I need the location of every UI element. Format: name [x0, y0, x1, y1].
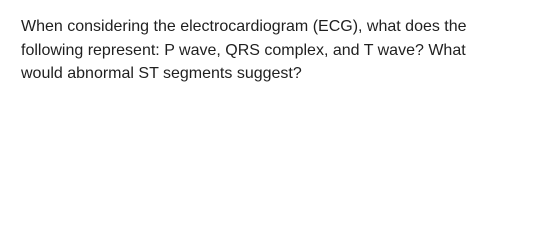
question-line-1: When considering the electrocardiogram (ECG), what does the — [21, 18, 467, 35]
question-line-2: following represent: P wave, QRS complex, and T wave? What — [21, 41, 466, 59]
question-line-3: would abnormal ST segments suggest? — [21, 65, 302, 82]
question-text — [21, 15, 551, 86]
